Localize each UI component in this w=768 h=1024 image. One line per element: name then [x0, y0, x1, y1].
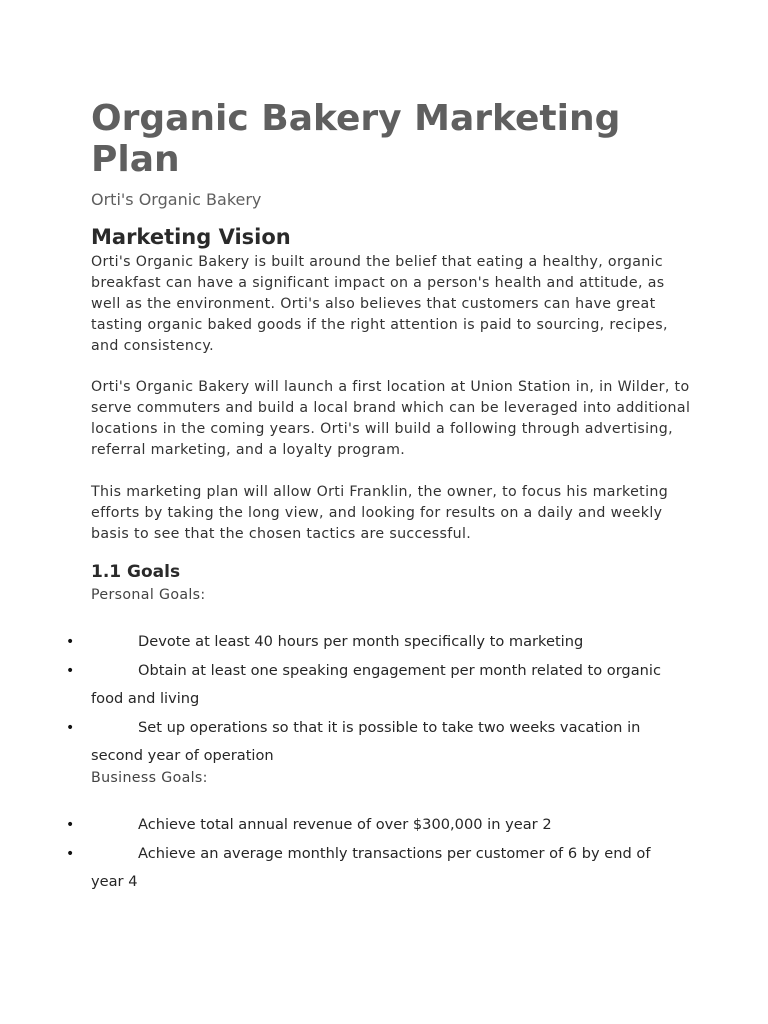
bullet-icon: • [66, 845, 75, 862]
personal-goals-list [0, 628, 768, 771]
goals-heading: 1.1 Goals [91, 562, 181, 582]
bullet-icon: • [66, 662, 75, 679]
business-goals-label: Business Goals: [91, 770, 208, 786]
document-title: Organic Bakery Marketing Plan [91, 98, 621, 180]
list-item [0, 840, 681, 897]
list-item [0, 811, 681, 840]
bullet-icon: • [66, 719, 75, 736]
business-goal-text: Achieve an average monthly transactions per customer of 6 by end of year 4 [91, 844, 651, 890]
list-item [0, 657, 681, 714]
bullet-icon: • [66, 817, 75, 833]
document-subtitle: Orti's Organic Bakery [91, 190, 262, 209]
bullet-icon: • [66, 634, 75, 650]
personal-goal-text: Devote at least 40 hours per month specifically to marketing [138, 633, 584, 650]
personal-goal-text: Obtain at least one speaking engagement per month related to organic food and living [91, 661, 661, 707]
list-item [0, 628, 681, 657]
business-goal-text: Achieve total annual revenue of over $300,000 in year 2 [138, 816, 552, 833]
personal-goal-text: Set up operations so that it is possible to take two weeks vacation in second year of operation [91, 718, 641, 764]
vision-paragraph-2: Orti's Organic Bakery will launch a first location at Union Station in, in Wilder, to serve commuters and build a local brand which can be leveraged into additional locations in the coming years. Orti's will build a following through advertising, referral marketing, and a loyalty program. [91, 379, 691, 458]
list-item [0, 714, 681, 771]
vision-paragraph-1: Orti's Organic Bakery is built around the belief that eating a healthy, organic breakfast can have a significant impact on a person's health and attitude, as well as the environment. Orti's also believes that customers can have great tasting organic baked goods if the right attention is paid to sourcing, recipes, and consistency. [91, 254, 668, 354]
business-goals-list [0, 811, 768, 897]
personal-goals-label: Personal Goals: [91, 587, 206, 603]
marketing-vision-heading: Marketing Vision [91, 225, 291, 249]
vision-paragraph-3: This marketing plan will allow Orti Franklin, the owner, to focus his marketing efforts by taking the long view, and looking for results on a daily and weekly basis to see that the chosen tactics are successful. [91, 484, 669, 542]
